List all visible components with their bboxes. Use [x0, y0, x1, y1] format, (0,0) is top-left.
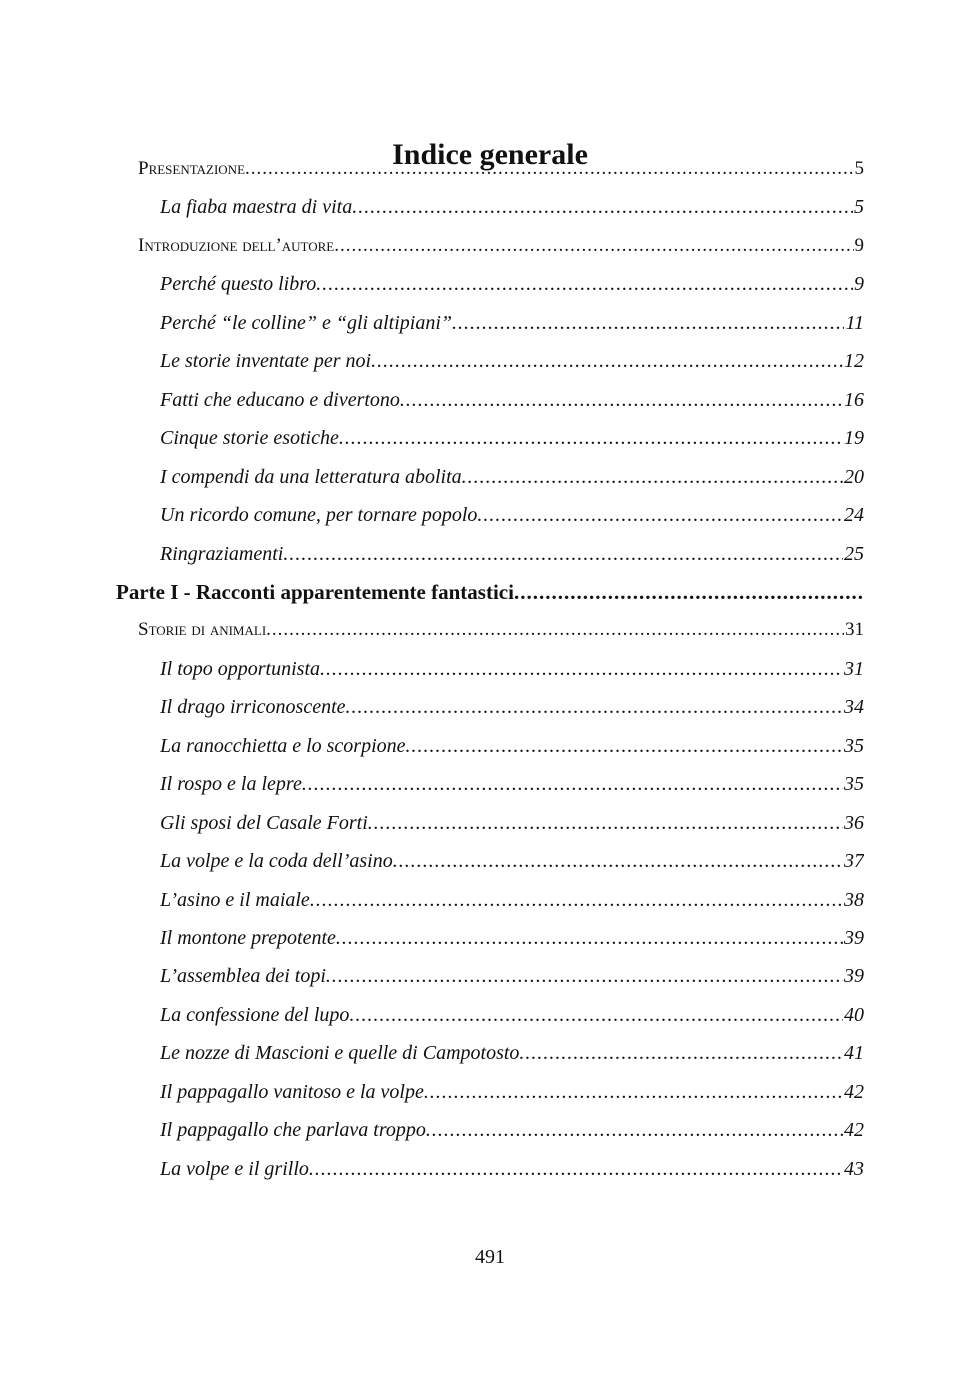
toc-leader-dots — [406, 729, 843, 763]
toc-entry-item[interactable] — [160, 344, 864, 378]
toc-entry-page: 5 — [854, 158, 864, 179]
toc-entry-label: Presentazione — [138, 158, 246, 179]
toc-entry-item[interactable] — [160, 959, 864, 993]
page-title: Indice generale — [392, 138, 588, 172]
toc-entry-page: 11 — [845, 311, 864, 334]
toc-entry-item[interactable] — [160, 498, 864, 532]
toc-entry-label: Perché questo libro — [160, 273, 317, 296]
toc-entry-page: 37 — [844, 850, 864, 873]
toc-entry-item[interactable] — [160, 190, 864, 224]
toc-entry-page: 25 — [844, 542, 864, 565]
toc-entry-item[interactable] — [160, 883, 864, 917]
toc-entry-page: 39 — [844, 965, 864, 988]
toc-leader-dots — [245, 152, 853, 186]
toc-entry-label: Il pappagallo vanitoso e la volpe — [160, 1080, 424, 1103]
toc-entry-item[interactable] — [160, 267, 864, 301]
toc-entry-page: 35 — [844, 773, 864, 796]
toc-entry-item[interactable] — [160, 921, 864, 955]
toc-entry-page: 39 — [844, 927, 864, 949]
toc-leader-dots — [393, 844, 843, 878]
toc-entry-page: 31 — [845, 619, 864, 641]
toc-entry-item[interactable] — [160, 767, 864, 801]
toc-entry-section[interactable] — [138, 613, 864, 647]
toc-entry-label: Cinque storie esotiche — [160, 427, 339, 450]
toc-entry-page: 9 — [854, 273, 864, 296]
toc-entry-label: Ringraziamenti — [160, 542, 284, 565]
toc-entry-item[interactable] — [160, 421, 864, 455]
toc-leader-dots — [352, 190, 853, 224]
toc-entry-label: Parte I - Racconti apparentemente fantastici — [116, 579, 514, 604]
toc-entry-page: 34 — [844, 696, 864, 719]
toc-entry-label: Perché “le colline” e “gli altipiani” — [160, 311, 453, 334]
toc-leader-dots — [462, 460, 843, 494]
toc-entry-label: Fatti che educano e divertono — [160, 388, 400, 411]
toc-entry-label: La fiaba maestra di vita — [160, 196, 353, 219]
toc-entry-label: L’assemblea dei topi — [160, 965, 326, 988]
toc-leader-dots — [368, 806, 843, 840]
toc-leader-dots — [326, 959, 843, 993]
toc-entry-item[interactable] — [160, 383, 864, 417]
toc-entry-item[interactable] — [160, 1152, 864, 1186]
toc-entry-page: 9 — [854, 234, 864, 256]
toc-entry-page: 40 — [844, 1003, 864, 1026]
toc-entry-label: Storie di animali — [138, 619, 267, 641]
toc-entry-label: Introduzione dell’autore — [138, 234, 335, 256]
toc-entry-page: 36 — [844, 811, 864, 834]
toc-entry-item[interactable] — [160, 1036, 864, 1070]
toc-entry-label: Il rospo e la lepre — [160, 773, 302, 796]
toc-entry-page: 20 — [844, 465, 864, 488]
toc-entry-page: 38 — [844, 888, 864, 911]
toc-entry-page: 31 — [844, 657, 864, 680]
toc-entry-page: 16 — [844, 388, 864, 411]
toc-entry-page: 41 — [844, 1042, 864, 1065]
toc-entry-label: Gli sposi del Casale Forti — [160, 811, 368, 834]
toc-entry-section[interactable] — [138, 229, 864, 263]
toc-leader-dots — [426, 1113, 843, 1147]
toc-entry-label: Il pappagallo che parlava troppo — [160, 1119, 426, 1142]
toc-entry-page: 19 — [844, 427, 864, 450]
toc-entry-label: I compendi da una letteratura abolita — [160, 465, 462, 488]
toc-leader-dots — [346, 690, 843, 724]
toc-leader-dots — [514, 575, 864, 609]
toc-entry-item[interactable] — [160, 690, 864, 724]
toc-entry-item[interactable] — [160, 652, 864, 686]
toc-entry-label: Il topo opportunista — [160, 657, 321, 680]
toc-entry-page: 42 — [844, 1080, 864, 1103]
toc-entry-page: 43 — [844, 1157, 864, 1180]
toc-leader-dots — [424, 1075, 843, 1109]
toc-entry-part[interactable] — [116, 575, 864, 609]
toc-entry-item[interactable] — [160, 306, 864, 340]
toc-leader-dots — [339, 421, 843, 455]
toc-entry-item[interactable] — [160, 806, 864, 840]
toc-entry-page: 5 — [854, 196, 864, 219]
toc-leader-dots — [477, 498, 843, 532]
toc-leader-dots — [349, 998, 843, 1032]
toc-entry-page: 35 — [844, 734, 864, 757]
toc-leader-dots — [302, 767, 843, 801]
toc-leader-dots — [371, 344, 843, 378]
toc-entry-page: 12 — [844, 350, 864, 373]
toc-leader-dots — [283, 537, 843, 571]
toc-entry-item[interactable] — [160, 537, 864, 571]
toc-leader-dots — [334, 229, 853, 263]
toc-entry-section[interactable] — [138, 152, 864, 186]
toc-entry-item[interactable] — [160, 1113, 864, 1147]
toc-entry-page: 42 — [844, 1119, 864, 1142]
toc-leader-dots — [400, 383, 843, 417]
toc-entry-label: La volpe e la coda dell’asino — [160, 850, 393, 873]
toc-entry-label: Un ricordo comune, per tornare popolo — [160, 504, 478, 527]
page-number: 491 — [475, 1246, 505, 1268]
toc-leader-dots — [519, 1036, 843, 1070]
toc-entry-label: La volpe e il grillo — [160, 1157, 309, 1180]
toc-entry-item[interactable] — [160, 460, 864, 494]
toc-entry-item[interactable] — [160, 729, 864, 763]
toc-entry-item[interactable] — [160, 1075, 864, 1109]
toc-entry-label: La confessione del lupo — [160, 1003, 350, 1026]
toc-entry-item[interactable] — [160, 998, 864, 1032]
toc-entry-item[interactable] — [160, 844, 864, 878]
toc-entry-page: 24 — [844, 504, 864, 527]
toc-entry-label: Il montone prepotente — [160, 927, 336, 949]
toc-leader-dots — [336, 921, 843, 955]
toc-entry-label: Le nozze di Mascioni e quelle di Campotosto — [160, 1042, 520, 1065]
toc-leader-dots — [309, 1152, 843, 1186]
toc-leader-dots — [316, 267, 853, 301]
toc-leader-dots — [452, 306, 844, 340]
toc-entry-label: Il drago irriconoscente — [160, 696, 346, 719]
toc-entry-label: Le storie inventate per noi — [160, 350, 372, 373]
toc-entry-label: La ranocchietta e lo scorpione — [160, 734, 406, 757]
toc-leader-dots — [320, 652, 843, 686]
toc-leader-dots — [310, 883, 843, 917]
toc-leader-dots — [266, 613, 844, 647]
toc-entry-label: L’asino e il maiale — [160, 888, 310, 911]
